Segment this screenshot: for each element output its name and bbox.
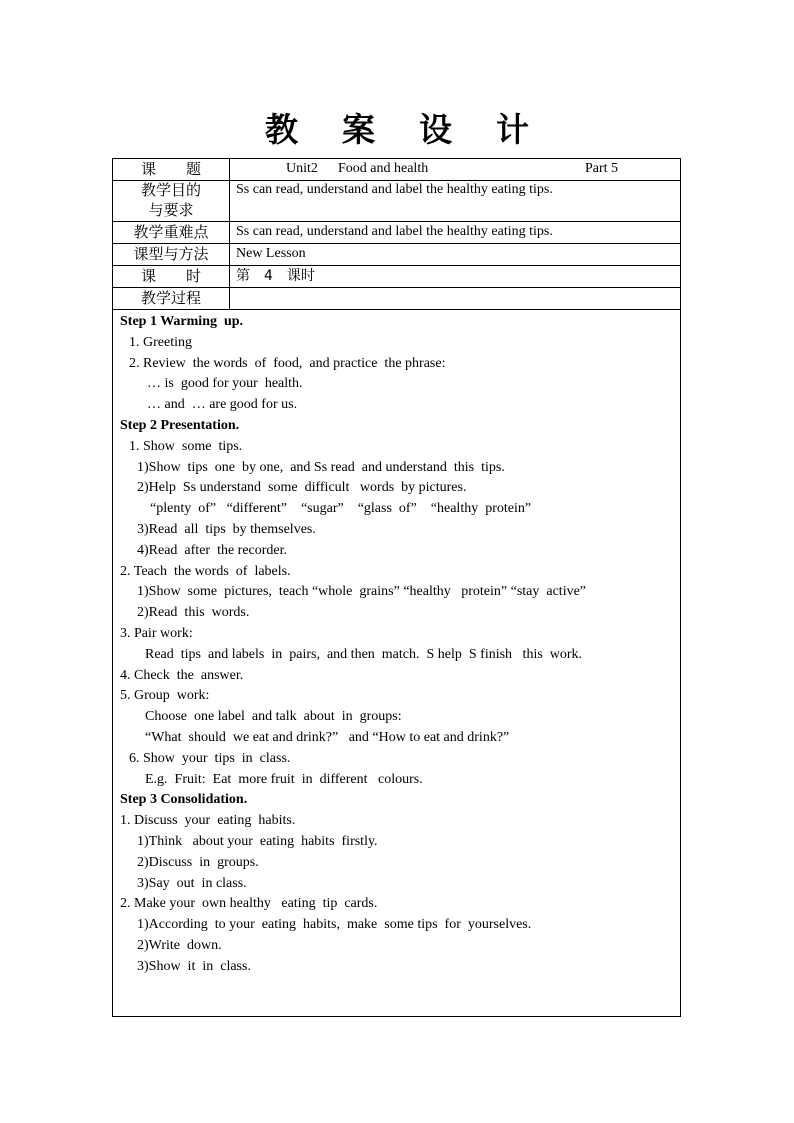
- process-line: “What should we eat and drink?” and “How to eat and drink?”: [145, 729, 510, 745]
- process-line: 2)Write down.: [137, 937, 222, 953]
- process-line: 1)Think about your eating habits firstly.: [137, 833, 378, 849]
- lesson-type-label: 课型与方法: [113, 244, 230, 265]
- process-line: 1. Greeting: [129, 334, 192, 350]
- key-points-label: 教学重难点: [113, 222, 230, 243]
- process-line: 4)Read after the recorder.: [137, 542, 288, 558]
- row-topic: [113, 159, 680, 181]
- row-lesson-type: [113, 244, 680, 266]
- row-goal: [113, 180, 680, 222]
- topic-label: 课 题: [113, 159, 230, 180]
- title-char-2: 案: [342, 110, 375, 149]
- process-label: 教学过程: [113, 288, 230, 309]
- row-process: [113, 288, 680, 310]
- process-line: E.g. Fruit: Eat more fruit in different colours.: [145, 771, 423, 787]
- process-line: … is good for your health.: [147, 376, 303, 392]
- process-line: 3)Say out in class.: [137, 875, 247, 891]
- process-line: 1. Show some tips.: [129, 438, 243, 454]
- process-line: 2. Make your own healthy eating tip cards.: [120, 896, 378, 912]
- teaching-process-body: [120, 312, 680, 978]
- title-char-3: 设: [419, 110, 452, 149]
- process-line: 2)Help Ss understand some difficult words by pictures.: [137, 480, 467, 496]
- process-line: 4. Check the answer.: [120, 667, 244, 683]
- title-char-4: 计: [496, 110, 529, 149]
- lesson-type-text: New Lesson: [236, 246, 306, 261]
- lesson-part: Part 5: [585, 161, 619, 176]
- process-step-heading: Step 1 Warming up.: [120, 314, 244, 329]
- process-line: Read tips and labels in pairs, and then match. S help S finish this work.: [145, 646, 583, 662]
- period-label: 课 时: [113, 266, 230, 287]
- key-points-text: Ss can read, understand and label the healthy eating tips.: [236, 224, 553, 239]
- process-step-heading: Step 3 Consolidation.: [120, 792, 248, 808]
- period-text: 第 4 课时: [236, 268, 315, 284]
- process-line: “plenty of” “different” “sugar” “glass of” “healthy protein”: [150, 501, 532, 517]
- process-line: 3)Read all tips by themselves.: [137, 521, 316, 537]
- process-line: 3)Show it in class.: [137, 958, 251, 974]
- row-period: [113, 266, 680, 288]
- goal-label-line-1: 教学目的: [140, 181, 201, 199]
- process-line: 1)Show some pictures, teach “whole grains” “healthy protein” “stay active”: [137, 584, 587, 600]
- page-title: [0, 104, 794, 151]
- goal-text: Ss can read, understand and label the healthy eating tips.: [236, 182, 553, 197]
- process-line: 3. Pair work:: [120, 625, 193, 641]
- goal-label-line-2: 与要求: [148, 201, 194, 219]
- process-line: 1)According to your eating habits, make some tips for yourselves.: [137, 917, 532, 933]
- row-key-points: [113, 222, 680, 244]
- process-line: Choose one label and talk about in groups:: [145, 709, 402, 725]
- process-line: 2)Discuss in groups.: [137, 854, 259, 870]
- process-line: 1. Discuss your eating habits.: [120, 813, 296, 829]
- process-step-heading: Step 2 Presentation.: [120, 417, 240, 433]
- process-line: 6. Show your tips in class.: [129, 750, 291, 766]
- process-line: 2)Read this words.: [137, 605, 250, 621]
- process-line: 5. Group work:: [120, 688, 210, 704]
- process-line: 2. Teach the words of labels.: [120, 563, 291, 579]
- lesson-plan-table: [112, 158, 681, 1017]
- process-line: 2. Review the words of food, and practice the phrase:: [129, 355, 446, 371]
- process-line: 1)Show tips one by one, and Ss read and understand this tips.: [137, 459, 505, 475]
- process-line: … and … are good for us.: [147, 397, 298, 413]
- unit-title: Food and health: [338, 161, 429, 176]
- title-char-1: 教: [265, 110, 298, 149]
- unit-number: Unit2: [286, 161, 318, 176]
- goal-label: [113, 180, 230, 221]
